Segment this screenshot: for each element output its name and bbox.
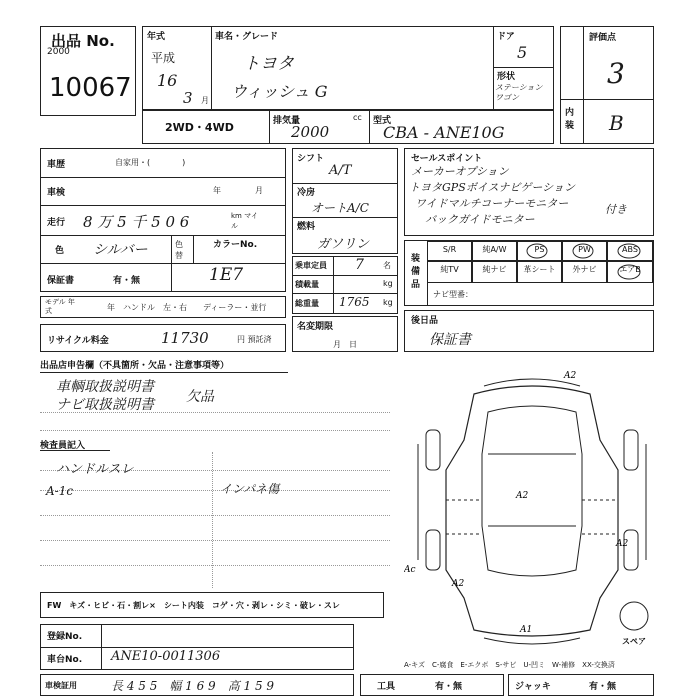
- mark-bottom: A1: [520, 625, 533, 635]
- inspector-label: 検査員記入: [40, 441, 86, 451]
- ac-value: オートA/C: [311, 201, 369, 215]
- score-label: 評価点: [589, 33, 617, 43]
- seller-line-1: 車輌取扱説明書: [56, 379, 154, 395]
- equipment-box: [404, 240, 654, 306]
- recycle-row: [40, 324, 286, 352]
- weight-unit: kg: [383, 298, 393, 307]
- capacity-box: [292, 256, 398, 314]
- ac-label: 冷房: [297, 188, 316, 198]
- inspection-month: 月: [255, 186, 263, 195]
- damage-row-text: FW キズ・ヒビ・石・割レ× シート内装 コゲ・穴・剥レ・シミ・破レ・スレ: [47, 601, 340, 610]
- cc-unit: cc: [353, 113, 362, 122]
- year-name-box: [142, 26, 554, 110]
- mark-right: A2: [616, 539, 629, 549]
- lot-label: 出品 No.: [51, 32, 115, 50]
- footer-reg: [40, 624, 354, 670]
- drive-label: 2WD・4WD: [165, 121, 234, 134]
- warranty-options: 有・無: [113, 276, 141, 286]
- spare-label: スペア: [622, 637, 646, 646]
- color-label: 色: [55, 246, 65, 256]
- sales-point-3: ワイドマルチコーナーモニター: [415, 197, 569, 210]
- load-unit: kg: [383, 279, 393, 288]
- maker: トヨタ: [243, 54, 294, 74]
- seller-line-2: ナビ取扱説明書: [56, 397, 154, 413]
- year-value: 16: [157, 71, 178, 90]
- type-value: CBA - ANE10G: [383, 123, 505, 142]
- name-grade-label: 車名・グレード: [215, 32, 279, 42]
- sales-label: セールスポイント: [411, 154, 483, 164]
- warranty-label: 保証書: [47, 276, 75, 286]
- color-value: シルバー: [93, 242, 148, 258]
- after-value: 保証書: [429, 332, 471, 348]
- month-value: 3: [183, 89, 193, 107]
- color-change-label: 色替: [175, 240, 183, 260]
- equip-pw: PW: [562, 241, 607, 261]
- equip-label: 装備品: [411, 254, 421, 290]
- capacity-label: 乗車定員: [295, 261, 327, 270]
- mileage-unit: km マイル: [231, 212, 258, 230]
- era: 平成: [151, 51, 176, 65]
- mark-left-rear: Ac: [404, 565, 416, 575]
- interior-label: 内装: [565, 108, 575, 131]
- displacement-value: 2000: [291, 123, 330, 141]
- seller-missing: 欠品: [186, 389, 214, 405]
- body-value: ステーション ワゴン: [495, 83, 543, 102]
- history-label: 車歴: [47, 160, 66, 170]
- equip-airbag: エアB: [607, 261, 653, 283]
- mark-front: A2: [564, 371, 577, 381]
- inspector-line-2: A-1c: [46, 484, 74, 498]
- lot-box: [40, 26, 136, 116]
- car-diagram: [404, 360, 660, 650]
- type-label: 型式: [373, 116, 392, 126]
- equip-abs: ABS: [607, 241, 653, 261]
- tools-label: 工具: [377, 682, 396, 692]
- footer-cert: [40, 674, 354, 696]
- footer-jack: [508, 674, 654, 696]
- weight-label: 総重量: [295, 299, 319, 308]
- sales-point-4: バックガイドモニター: [425, 213, 535, 226]
- interior-value: B: [609, 111, 624, 135]
- model-grade: ウィッシュ G: [231, 82, 328, 101]
- weight-value: 1765: [339, 295, 370, 309]
- recycle-label: リサイクル料金: [47, 336, 109, 346]
- sales-point-1: メーカーオプション: [411, 165, 509, 178]
- after-label: 後日品: [411, 316, 439, 326]
- model-label: モデル 年式: [45, 298, 75, 315]
- jack-options: 有・無: [589, 682, 617, 692]
- history-options: 自家用・( ): [115, 158, 186, 167]
- sales-point-2: トヨタGPSボイスナビゲーション: [409, 181, 575, 194]
- capacity-unit: 名: [383, 261, 391, 270]
- name-change-label: 名変期限: [297, 322, 334, 332]
- sales-note: 付き: [605, 203, 627, 216]
- inspector-right: インパネ傷: [220, 482, 280, 496]
- sales-box: [404, 148, 654, 236]
- lot-number: 10067: [49, 73, 132, 103]
- equip-aw: 純A/W: [472, 241, 517, 261]
- navi-label: ナビ型番：: [433, 290, 473, 299]
- year-label: 年式: [147, 32, 166, 42]
- recycle-value: 11730: [161, 329, 209, 347]
- equip-check-marks: [405, 241, 655, 307]
- inspector-line-1: ハンドルスレ: [56, 462, 134, 477]
- model-row-text: 年 ハンドル 左・右 ディーラー・並行: [107, 303, 267, 312]
- equip-tv: 純TV: [427, 261, 472, 283]
- drive-row: [142, 110, 554, 144]
- cert-label: 車検証用: [45, 681, 77, 690]
- color-no-value: 1E7: [209, 265, 244, 285]
- details-left: [40, 148, 286, 292]
- equip-sr: S/R: [427, 241, 472, 261]
- body-label: 形状: [497, 72, 516, 82]
- recycle-unit: 円 預託済: [237, 335, 272, 344]
- chassis-label: 車台No.: [47, 655, 83, 665]
- name-change-box: [292, 316, 398, 352]
- equip-ps: PS: [517, 241, 562, 261]
- damage-legend: A-キズ C-腐食 E-エクボ S-サビ U-凹ミ W-補修 XX-交換済: [404, 661, 615, 669]
- jack-label: ジャッキ: [515, 682, 551, 692]
- name-change-unit: 月 日: [333, 340, 357, 349]
- year-tag: 2000: [47, 47, 70, 57]
- color-no-label: カラーNo.: [213, 240, 258, 250]
- inspection-year: 年: [213, 186, 221, 195]
- equip-ext-navi: 外ナビ: [562, 261, 607, 283]
- chassis-value: ANE10-0011306: [111, 649, 221, 664]
- damage-row: [40, 592, 384, 618]
- score-value: 3: [607, 57, 625, 90]
- tools-options: 有・無: [435, 682, 463, 692]
- displacement-label: 排気量: [273, 116, 301, 126]
- equip-leather: 革シート: [517, 261, 562, 283]
- doors-value: 5: [517, 43, 528, 62]
- seller-label: 出品店申告欄（不具箇所・欠品・注意事項等）: [40, 361, 230, 371]
- mileage-value: 8 万 5 千 5 0 6: [83, 213, 190, 231]
- mark-rear: A2: [452, 579, 465, 589]
- mark-mid: A2: [516, 491, 529, 501]
- load-label: 積載量: [295, 280, 319, 289]
- cert-dims: 長 4 5 5 幅 1 6 9 高 1 5 9: [111, 679, 275, 693]
- fuel-value: ガソリン: [317, 237, 370, 252]
- fuel-label: 燃料: [297, 222, 316, 232]
- after-box: [404, 310, 654, 352]
- month-unit: 月: [201, 96, 209, 105]
- equip-navi: 純ナビ: [472, 261, 517, 283]
- shift-value: A/T: [329, 163, 352, 178]
- mileage-label: 走行: [47, 218, 66, 228]
- doors-label: ドア: [497, 32, 515, 42]
- inspection-label: 車検: [47, 188, 66, 198]
- registration-label: 登録No.: [47, 632, 83, 642]
- score-box: [560, 26, 654, 144]
- shift-label: シフト: [297, 154, 325, 164]
- specs-middle: [292, 148, 398, 254]
- capacity-value: 7: [355, 257, 364, 273]
- model-row: [40, 296, 286, 318]
- footer-tools: [360, 674, 504, 696]
